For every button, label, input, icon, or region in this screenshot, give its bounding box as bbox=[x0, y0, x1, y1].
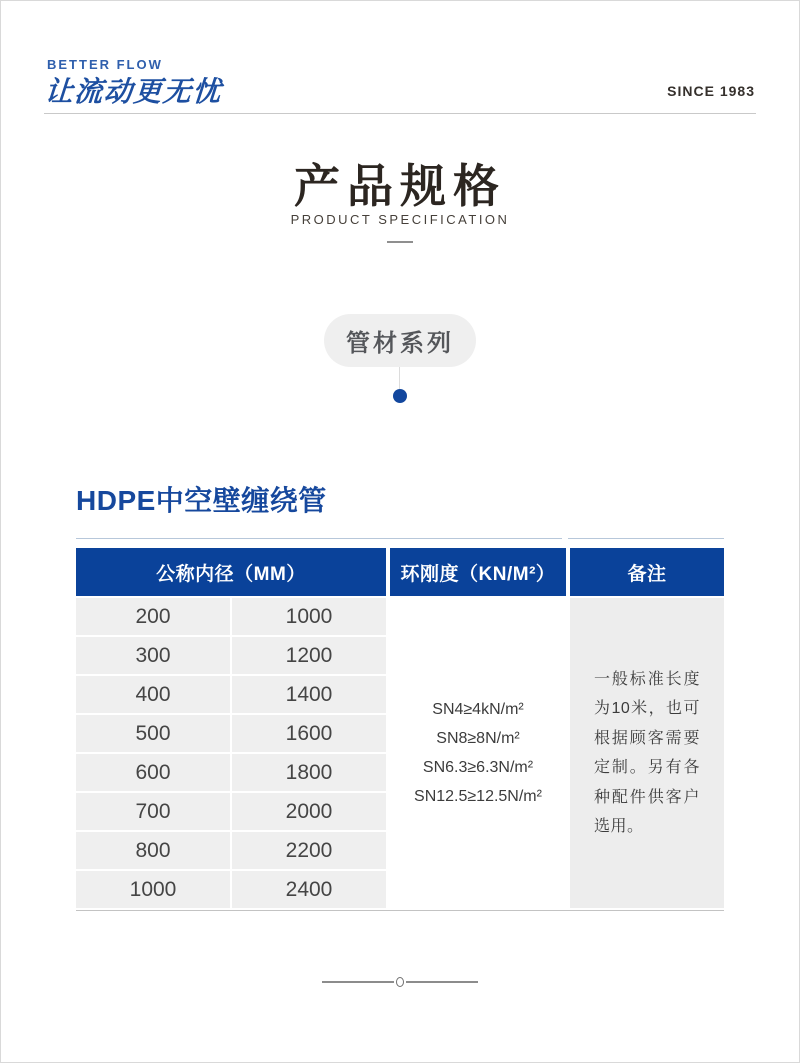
title-dash-divider bbox=[387, 241, 413, 243]
diameter-cell: 2200 bbox=[232, 832, 386, 869]
footer-circle-icon bbox=[396, 977, 404, 987]
spec-table-body bbox=[76, 598, 724, 908]
remark-text: 一般标准长度为10米，也可根据顾客需要定制。另有各种配件供客户选用。 bbox=[594, 670, 700, 835]
diameter-cell: 200 bbox=[76, 598, 230, 635]
footer-ornament bbox=[0, 977, 800, 987]
table-row bbox=[76, 793, 386, 830]
stiffness-spec: SN12.5≥12.5N/m² bbox=[414, 788, 542, 805]
diameter-cell: 1000 bbox=[76, 871, 230, 908]
section-heading: HDPE中空壁缠绕管 bbox=[76, 485, 327, 516]
table-row bbox=[76, 715, 386, 752]
since-label: SINCE 1983 bbox=[667, 83, 755, 99]
footer-line-right bbox=[406, 981, 478, 983]
spec-table-header-row bbox=[76, 548, 724, 596]
diameter-cell: 500 bbox=[76, 715, 230, 752]
series-badge-dot-icon bbox=[393, 389, 407, 403]
footer-line-left bbox=[322, 981, 394, 983]
diameter-cell: 700 bbox=[76, 793, 230, 830]
series-badge-stem bbox=[399, 367, 400, 389]
table-row bbox=[76, 676, 386, 713]
page-title: 产品规格 bbox=[294, 160, 506, 212]
diameter-column bbox=[76, 598, 386, 908]
stiffness-spec: SN6.3≥6.3N/m² bbox=[422, 759, 534, 776]
spec-table bbox=[76, 548, 724, 908]
table-row bbox=[76, 832, 386, 869]
ring-stiffness-cell bbox=[390, 598, 566, 908]
header-cell-remark: 备注 bbox=[570, 548, 724, 596]
stiffness-spec: SN4≥4kN/m² bbox=[432, 701, 524, 718]
brand-logo: 让流动更无忧 bbox=[43, 76, 223, 107]
diameter-cell: 1600 bbox=[232, 715, 386, 752]
diameter-cell: 1000 bbox=[232, 598, 386, 635]
diameter-cell: 800 bbox=[76, 832, 230, 869]
diameter-cell: 600 bbox=[76, 754, 230, 791]
diameter-cell: 1800 bbox=[232, 754, 386, 791]
page-subtitle: PRODUCT SPECIFICATION bbox=[290, 212, 510, 227]
diameter-cell: 2000 bbox=[232, 793, 386, 830]
header-divider bbox=[44, 113, 756, 114]
table-row bbox=[76, 754, 386, 791]
diameter-cell: 1400 bbox=[232, 676, 386, 713]
diameter-cell: 2400 bbox=[232, 871, 386, 908]
section-underline-right bbox=[568, 538, 724, 539]
diameter-cell: 400 bbox=[76, 676, 230, 713]
remark-cell bbox=[570, 598, 724, 908]
header-cell-stiffness: 环刚度（KN/M²） bbox=[390, 548, 566, 596]
brand-tagline-en: BETTER FLOW bbox=[47, 57, 163, 72]
diameter-cell: 1200 bbox=[232, 637, 386, 674]
table-row bbox=[76, 598, 386, 635]
series-badge: 管材系列 bbox=[324, 314, 476, 367]
section-underline-left bbox=[76, 538, 562, 539]
diameter-cell: 300 bbox=[76, 637, 230, 674]
stiffness-spec: SN8≥8N/m² bbox=[436, 730, 520, 747]
table-bottom-rule bbox=[76, 910, 724, 911]
table-row bbox=[76, 637, 386, 674]
table-row bbox=[76, 871, 386, 908]
header-cell-diameter: 公称内径（MM） bbox=[76, 548, 386, 596]
